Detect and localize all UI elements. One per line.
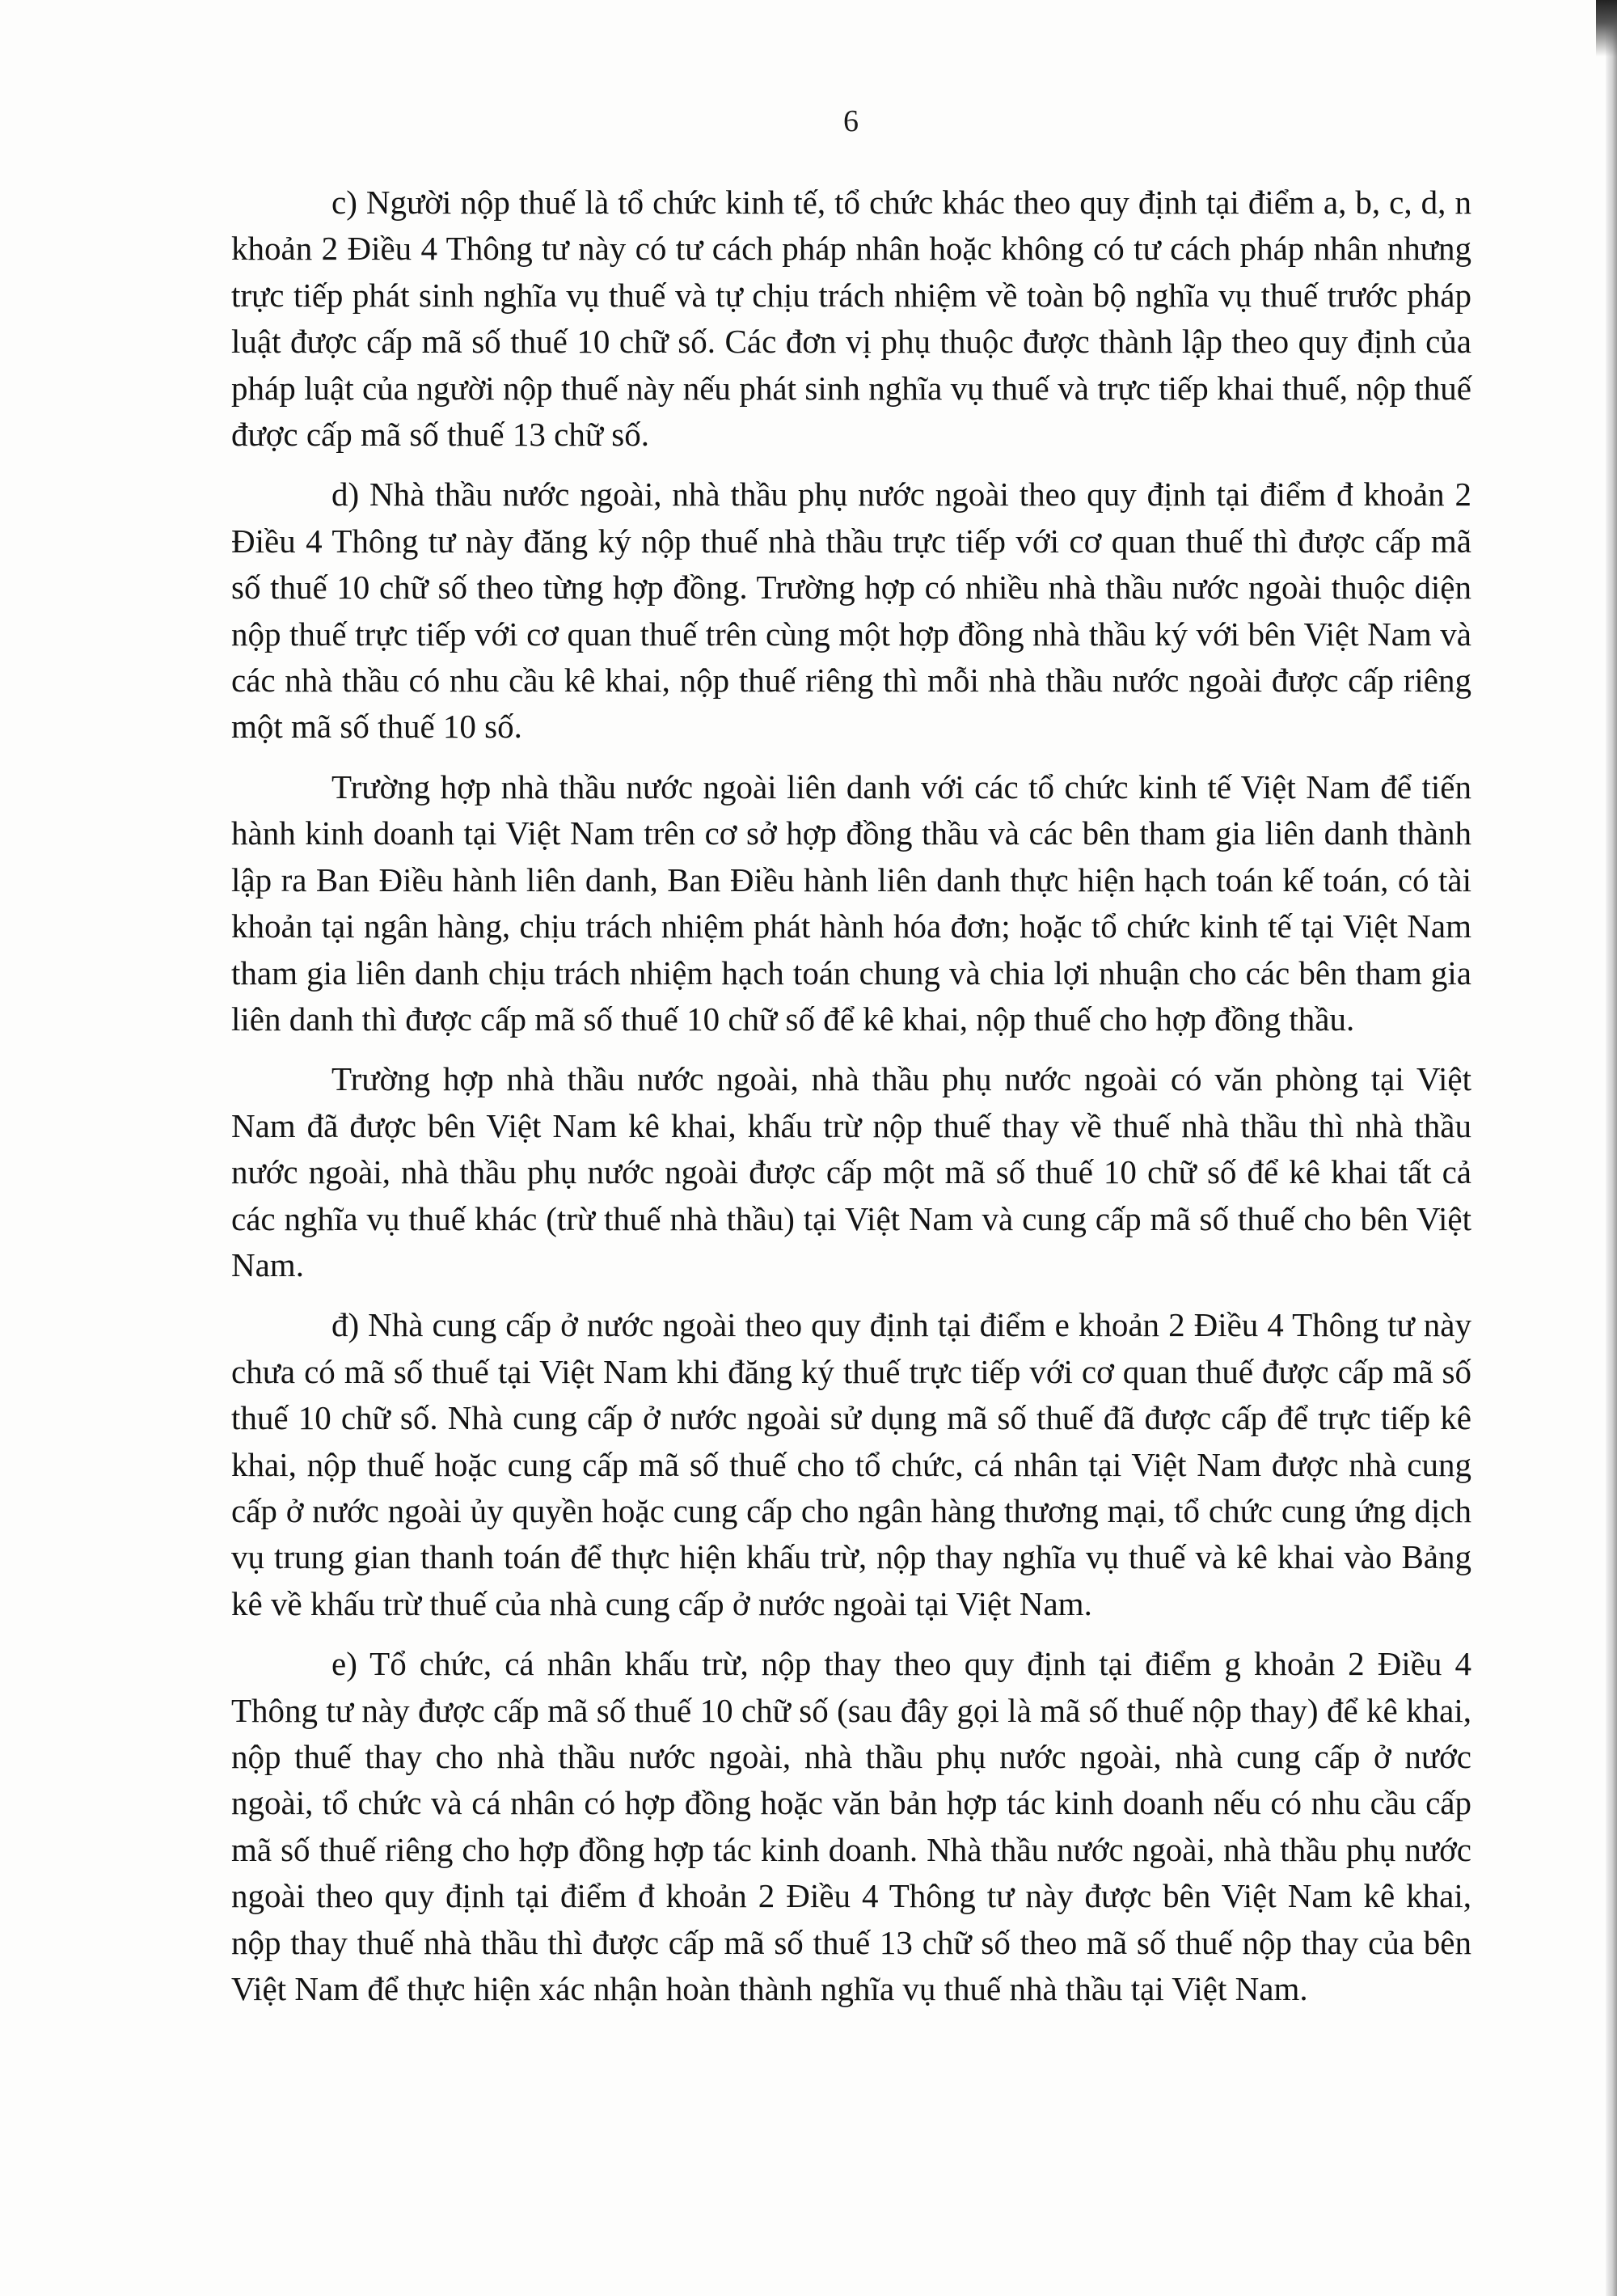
scan-corner-shadow xyxy=(1596,0,1617,57)
scan-edge xyxy=(1606,0,1617,2296)
paragraph-representative-office: Trường hợp nhà thầu nước ngoài, nhà thầu phụ nước ngoài có văn phòng tại Việt Nam đã được bên Việt Nam kê khai, khấu trừ nộp thuế thay về thuế nhà thầu thì nhà thầu nước ngoài, nhà thầu phụ nước ngoài được cấp một mã số thuế 10 chữ số để kê khai tất cả các nghĩa vụ thuế khác (trừ thuế nhà thầu) tại Việt Nam và cung cấp mã số thuế cho bên Việt Nam. xyxy=(231,1060,1471,1283)
paragraph-joint-venture: Trường hợp nhà thầu nước ngoài liên danh với các tổ chức kinh tế Việt Nam để tiến hành kinh doanh tại Việt Nam trên cơ sở hợp đồng thầu và các bên tham gia liên danh thành lập ra Ban Điều hành liên danh, Ban Điều hành liên danh thực hiện hạch toán kế toán, có tài khoản tại ngân hàng, chịu trách nhiệm phát hành hóa đơn; hoặc tổ chức kinh tế tại Việt Nam tham gia liên danh chịu trách nhiệm hạch toán chung và chia lợi nhuận cho các bên tham gia liên danh thì được cấp mã số thuế 10 chữ số để kê khai, nộp thuế cho hợp đồng thầu. xyxy=(231,767,1471,1038)
paragraph-e: e) Tổ chức, cá nhân khấu trừ, nộp thay theo quy định tại điểm g khoản 2 Điều 4 Thông tư này được cấp mã số thuế 10 chữ số (sau đây gọi là mã số thuế nộp thay) để kê khai, nộp thuế thay cho nhà thầu nước ngoài, nhà thầu phụ nước ngoài, nhà cung cấp ở nước ngoài, tổ chức và cá nhân có hợp đồng hoặc văn bản hợp tác kinh doanh nếu có nhu cầu cấp mã số thuế riêng cho hợp đồng hợp tác kinh doanh. Nhà thầu nước ngoài, nhà thầu phụ nước ngoài theo quy định tại điểm đ khoản 2 Điều 4 Thông tư này được bên Việt Nam kê khai, nộp thay thuế nhà thầu thì được cấp mã số thuế 13 chữ số theo mã số thuế nộp thay của bên Việt Nam để thực hiện xác nhận hoàn thành nghĩa vụ thuế nhà thầu tại Việt Nam. xyxy=(231,1645,1471,2008)
paragraph-dd: đ) Nhà cung cấp ở nước ngoài theo quy định tại điểm e khoản 2 Điều 4 Thông tư này chưa có mã số thuế tại Việt Nam khi đăng ký thuế trực tiếp với cơ quan thuế được cấp mã số thuế 10 chữ số. Nhà cung cấp ở nước ngoài sử dụng mã số thuế đã được cấp để trực tiếp kê khai, nộp thuế hoặc cung cấp mã số thuế cho tổ chức, cá nhân tại Việt Nam được nhà cung cấp ở nước ngoài ủy quyền hoặc cung cấp cho ngân hàng thương mại, tổ chức cung ứng dịch vụ trung gian thanh toán để thực hiện khấu trừ, nộp thay nghĩa vụ thuế và kê khai vào Bảng kê về khấu trừ thuế của nhà cung cấp ở nước ngoài tại Việt Nam. xyxy=(231,1306,1471,1622)
paragraph-c: c) Người nộp thuế là tổ chức kinh tế, tổ chức khác theo quy định tại điểm a, b, c, d, n khoản 2 Điều 4 Thông tư này có tư cách pháp nhân hoặc không có tư cách pháp nhân nhưng trực tiếp phát sinh nghĩa vụ thuế và tự chịu trách nhiệm về toàn bộ nghĩa vụ thuế trước pháp luật được cấp mã số thuế 10 chữ số. Các đơn vị phụ thuộc được thành lập theo quy định của pháp luật của người nộp thuế này nếu phát sinh nghĩa vụ thuế và trực tiếp khai thuế, nộp thuế được cấp mã số thuế 13 chữ số. xyxy=(231,184,1471,454)
paragraph-d: d) Nhà thầu nước ngoài, nhà thầu phụ nước ngoài theo quy định tại điểm đ khoản 2 Điều 4 Thông tư này đăng ký nộp thuế nhà thầu trực tiếp với cơ quan thuế thì được cấp mã số thuế 10 chữ số theo từng hợp đồng. Trường hợp có nhiều nhà thầu nước ngoài thuộc diện nộp thuế trực tiếp với cơ quan thuế trên cùng một hợp đồng nhà thầu ký với bên Việt Nam và các nhà thầu có nhu cầu kê khai, nộp thuế riêng thì mỗi nhà thầu nước ngoài được cấp riêng một mã số thuế 10 số. xyxy=(231,476,1471,746)
page-number: 6 xyxy=(843,104,859,138)
document-body xyxy=(231,180,1471,2026)
